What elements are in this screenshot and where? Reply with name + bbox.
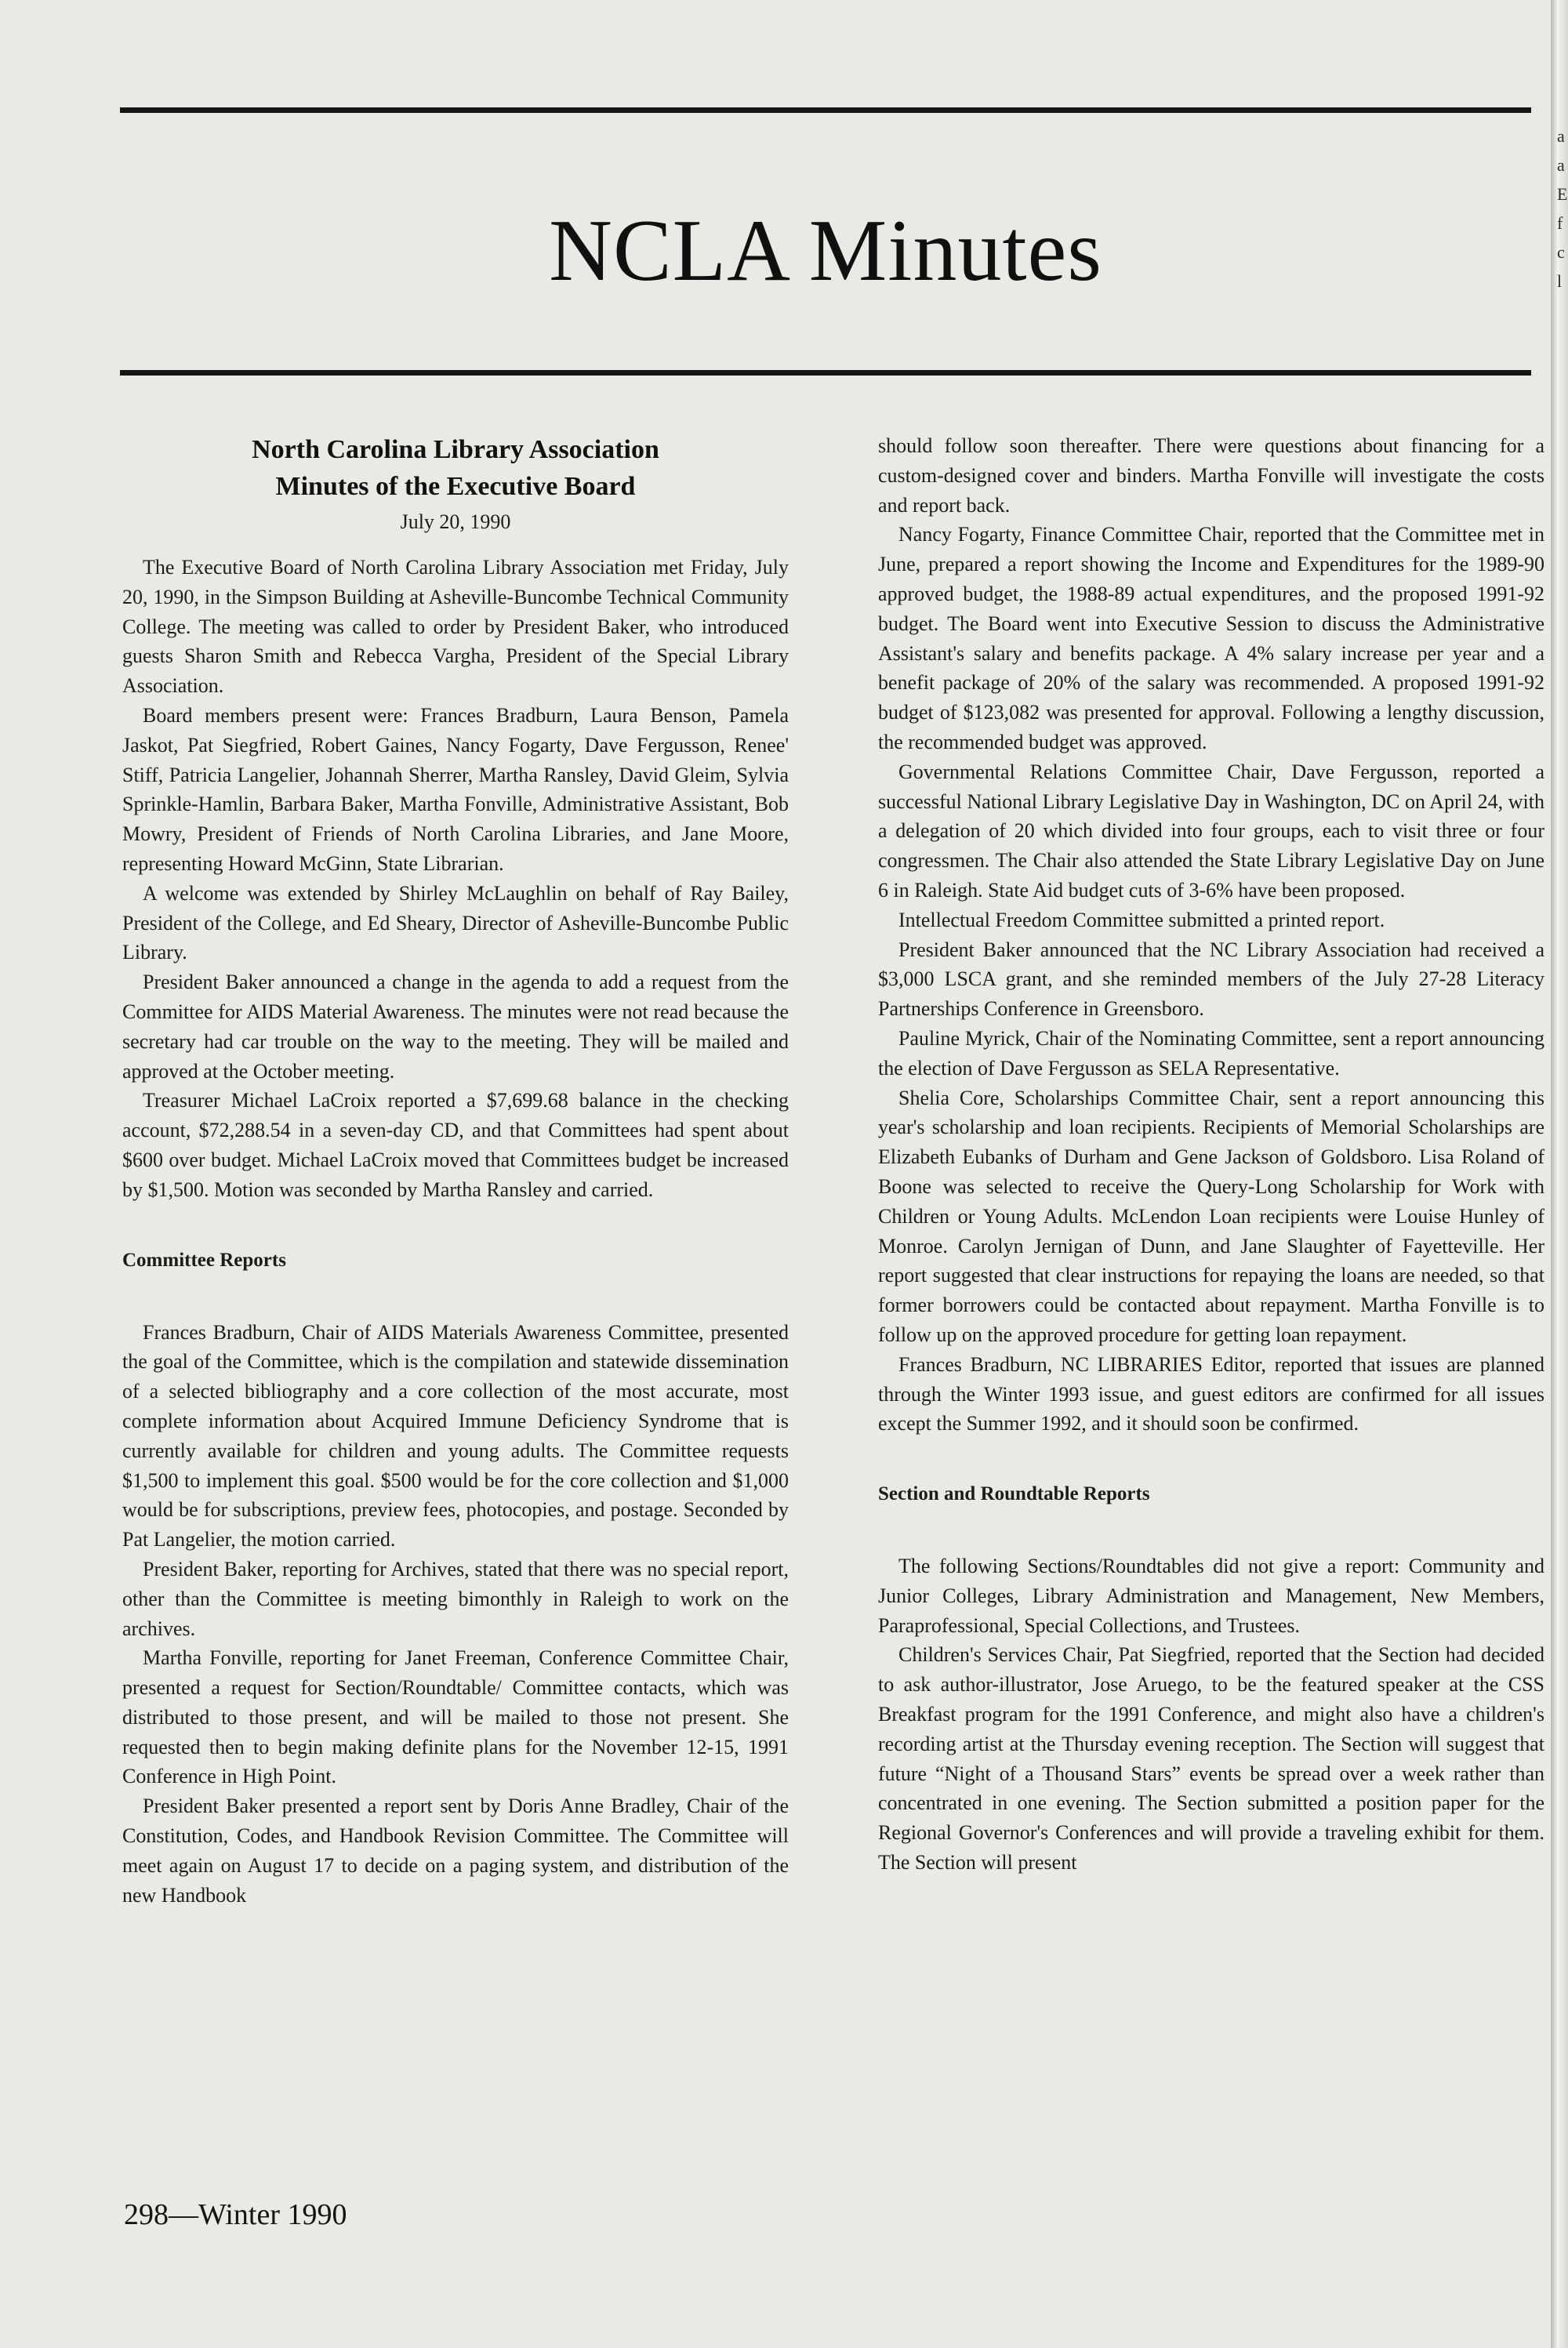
article-date: July 20, 1990: [400, 510, 511, 533]
paragraph: President Baker, reporting for Archives, stated that there was no special report, other than the Committee is meeting bimonthly in Raleigh to work on the archives.: [122, 1557, 789, 1640]
masthead-top-rule: [120, 107, 1531, 113]
next-page-margin-fragment: [1557, 122, 1568, 296]
left-column: [122, 431, 789, 1910]
page-spine-edge: [1551, 0, 1568, 2348]
paragraph: Governmental Relations Committee Chair, Dave Fergusson, reported a successful National Library Legislative Day in Washington, DC on April 24, with a delegation of 20 which divided into four groups, each to visit three or four congressmen. The Chair also attended the State Library Legislative Day on June 6 in Raleigh. State Aid budget cuts of 3-6% have been proposed.: [878, 760, 1544, 902]
page-footer: 298—Winter 1990: [124, 2198, 347, 2231]
margin-letter: f: [1557, 213, 1563, 233]
paragraph: Treasurer Michael LaCroix reported a $7,699.68 balance in the checking account, $72,288.54 in a seven-day CD, and that Committees had spent about $600 over budget. Michael LaCroix moved that Committees budget be increased by $1,500. Motion was seconded by Martha Ransley and carried.: [122, 1089, 789, 1201]
section-heading-committee-reports: Committee Reports: [122, 1249, 286, 1271]
article-title-line-1: North Carolina Library Association: [252, 435, 659, 464]
paragraph: Pauline Myrick, Chair of the Nominating Committee, sent a report announcing the election of Dave Fergusson as SELA Representative.: [878, 1026, 1544, 1080]
paragraph: Children's Services Chair, Pat Siegfried, reported that the Section had decided to ask author-illustrator, Jose Aruego, to be the featured speaker at the CSS Breakfast program for the 1991 Conference, and might also have a children's recording artist at the Thursday evening reception. The Section will suggest that future “Night of a Thousand Stars” events be spread over a week rather than concentrated in one evening. The Section submitted a position paper for the Regional Governor's Conferences and will provide a traveling exhibit for them. The Section will present: [878, 1643, 1544, 1874]
paragraph: Frances Bradburn, Chair of AIDS Materials Awareness Committee, presented the goal of the Committee, which is the compilation and statewide dissemination of a selected bibliography and a core collection of the most accurate, most complete information about Acquired Immune Deficiency Syndrome that is currently available for children and young adults. The Committee requests $1,500 to implement this goal. $500 would be for the core collection and $1,000 would be for subscriptions, preview fees, photocopies, and postage. Seconded by Pat Langelier, the motion carried.: [122, 1320, 789, 1551]
paragraph: A welcome was extended by Shirley McLaughlin on behalf of Ray Bailey, President of the College, and Ed Sheary, Director of Asheville-Buncombe Public Library.: [122, 881, 789, 964]
paragraph: Martha Fonville, reporting for Janet Freeman, Conference Committee Chair, presented a request for Section/Roundtable/ Committee contacts, which was distributed to those present, and will be mailed to those not present. She requested then to begin making definite plans for the November 12-15, 1991 Conference in High Point.: [122, 1646, 789, 1788]
paragraph-continued: should follow soon thereafter. There were questions about financing for a custom-designed cover and binders. Martha Fonville will investigate the costs and report back.: [878, 434, 1544, 517]
margin-letter: c: [1557, 242, 1565, 262]
margin-letter: a: [1557, 126, 1565, 146]
right-column: [878, 431, 1544, 1878]
page-title: NCLA Minutes: [549, 202, 1102, 299]
paragraph: Frances Bradburn, NC LIBRARIES Editor, reported that issues are planned through the Winter 1993 issue, and guest editors are confirmed for all issues except the Summer 1992, and it should soon be confirmed.: [878, 1352, 1544, 1435]
paragraph: President Baker announced a change in the agenda to add a request from the Committee for AIDS Material Awareness. The minutes were not read because the secretary had car trouble on the way to the meeting. They will be mailed and approved at the October meeting.: [122, 971, 789, 1083]
paragraph: Shelia Core, Scholarships Committee Chair, sent a report announcing this year's scholarship and loan recipients. Recipients of Memorial Scholarships are Elizabeth Eubanks of Durham and Gene Jackson of Goldsboro. Lisa Roland of Boone was selected to receive the Query-Long Scholarship for Work with Children or Young Adults. McLendon Loan recipients were Louise Hunley of Monroe. Carolyn Jernigan of Dunn, and Jane Slaughter of Fayetteville. Her report suggested that clear instructions for repaying the loans are needed, so that former borrowers could be contacted about repayment. Martha Fonville is to follow up on the approved procedure for getting loan repayment.: [878, 1086, 1544, 1346]
masthead-bottom-rule: [120, 370, 1531, 376]
paragraph: Intellectual Freedom Committee submitted a printed report.: [898, 908, 1385, 931]
margin-letter: E: [1557, 184, 1568, 204]
paragraph: Nancy Fogarty, Finance Committee Chair, reported that the Committee met in June, prepared a report showing the Income and Expenditures for the 1989-90 approved budget, the 1988-89 actual expenditures, and the proposed 1991-92 budget. The Board went into Executive Session to discuss the Administrative Assistant's salary and benefits package. A 4% salary increase per year and a benefit package of 20% of the salary was recommended. A proposed 1991-92 budget of $123,082 was presented for approval. Following a lengthy discussion, the recommended budget was approved.: [878, 523, 1544, 753]
paragraph: President Baker presented a report sent by Doris Anne Bradley, Chair of the Constitution, Codes, and Handbook Revision Committee. The Committee will meet again on August 17 to decide on a paging system, and distribution of the new Handbook: [122, 1795, 789, 1907]
margin-letter: l: [1557, 271, 1563, 291]
section-heading-section-roundtable-reports: Section and Roundtable Reports: [878, 1483, 1150, 1505]
paragraph: The following Sections/Roundtables did not give a report: Community and Junior Colleges, Library Administration and Management, New Members, Paraprofessional, Special Collections, and Trustees.: [878, 1555, 1544, 1637]
article-title-line-2: Minutes of the Executive Board: [275, 472, 636, 501]
margin-letter: a: [1557, 155, 1565, 175]
article-title: [122, 431, 789, 505]
paragraph: President Baker announced that the NC Library Association had received a $3,000 LSCA grant, and she reminded members of the July 27-28 Literacy Partnerships Conference in Greensboro.: [878, 938, 1544, 1021]
paragraph: The Executive Board of North Carolina Library Association met Friday, July 20, 1990, in the Simpson Building at Asheville-Buncombe Technical Community College. The meeting was called to order by President Baker, who introduced guests Sharon Smith and Rebecca Vargha, President of the Special Library Association.: [122, 556, 789, 698]
paragraph: Board members present were: Frances Bradburn, Laura Benson, Pamela Jaskot, Pat Siegfried, Robert Gaines, Nancy Fogarty, Dave Fergusson, Renee' Stiff, Patricia Langelier, Johannah Sherrer, Martha Ransley, David Gleim, Sylvia Sprinkle-Hamlin, Barbara Baker, Martha Fonville, Administrative Assistant, Bob Mowry, President of Friends of North Carolina Libraries, and Jane Moore, representing Howard McGinn, State Librarian.: [122, 703, 789, 875]
